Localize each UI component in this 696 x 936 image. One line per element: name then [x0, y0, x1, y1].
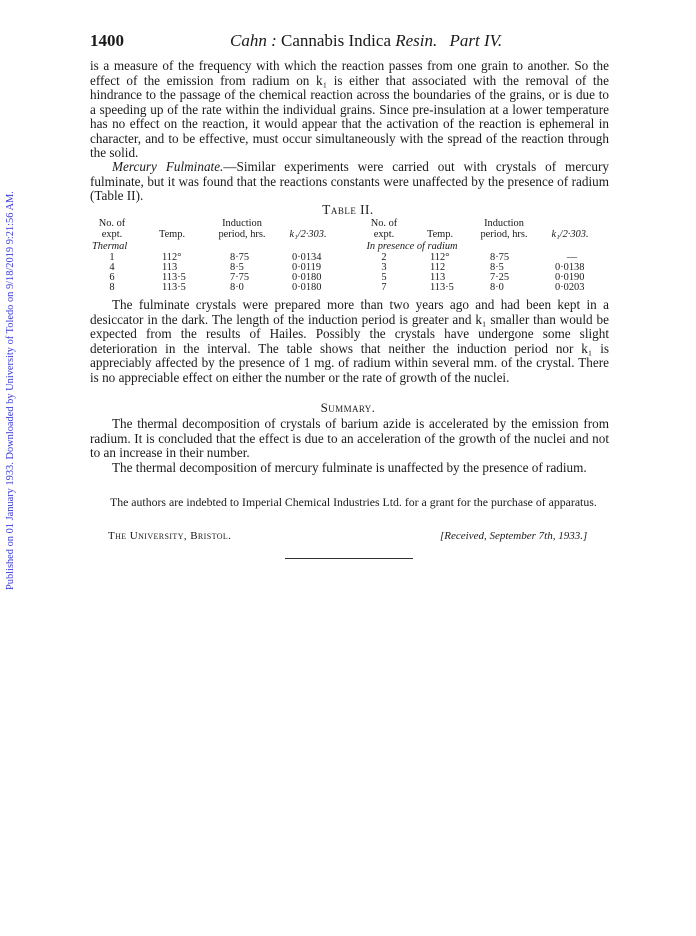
table-cell: 5: [381, 272, 387, 283]
header-expt: expt.: [101, 229, 123, 240]
table-cell: 113·5: [162, 282, 186, 293]
header-author: Cahn :: [230, 31, 277, 50]
table-cell: 8·75: [490, 252, 510, 263]
table-cell: 112: [430, 262, 446, 273]
table-title-text: Table II.: [322, 202, 374, 217]
paragraph-mercury-fulminate: [90, 160, 609, 204]
running-title: [230, 31, 502, 51]
group-label-thermal: Thermal: [92, 241, 128, 252]
header-title-plain: Cannabis Indica: [281, 31, 391, 50]
run-in-heading: Mercury Fulminate.: [112, 159, 224, 174]
paragraph-1: is a measure of the frequency with which the reaction passes from one grain to another. So the effect of the emission from radium on k₁ is either that associated with the removal of the hindrance to the passage of the chemical reaction across the boundaries of the grains, or is due to a speeding up of the rate within the individual grains. Since pre-insulation at a lower temperature has no effect on the reaction, it would appear that the activation of the reaction is ephemeral in character, and to be effective, must occur simultaneously with the spread of the reaction through the solid.: [90, 58, 609, 160]
table-cell: —: [566, 252, 578, 263]
header-no-of: No. of: [98, 218, 126, 229]
table-cell: 0·0203: [555, 282, 585, 293]
table-cell: 8·0: [490, 282, 504, 293]
table-cell: 113·5: [430, 282, 454, 293]
header-k-2: k₁/2·303.: [551, 229, 589, 240]
header-period: period, hrs.: [218, 229, 266, 240]
header-induction-2: Induction: [484, 218, 524, 229]
running-header: [90, 31, 610, 53]
paragraph-2-text: —Similar experiments were carried out with crystals of mercury fulminate, but it was found that the reactions constants were unaffected by the presence of radium (Table II).: [90, 159, 609, 203]
header-k: k₁/2·303.: [289, 229, 327, 240]
table-cell: 0·0134: [292, 252, 322, 263]
group-label-radium: In presence of radium: [366, 241, 458, 252]
table-cell: 6: [109, 272, 115, 283]
watermark-text: Published on 01 January 1933. Downloaded by University of Toledo on 9/18/2019 9:21:56 AM.: [5, 191, 16, 590]
table-cell: 8: [109, 282, 115, 293]
affiliation: The University, Bristol.: [108, 530, 232, 542]
table-cell: 112°: [430, 252, 450, 263]
table-title: [0, 202, 696, 218]
table-cell: 2: [381, 252, 387, 263]
table-cell: 8·75: [230, 252, 250, 263]
table-cell: 3: [381, 262, 387, 273]
table-cell: 0·0180: [292, 282, 322, 293]
table-cell: 113: [162, 262, 178, 273]
header-induction: Induction: [222, 218, 262, 229]
table-cell: 112°: [162, 252, 182, 263]
header-part: Part IV.: [449, 31, 503, 50]
header-title-italic: Resin.: [395, 31, 438, 50]
header-temp: Temp.: [158, 229, 186, 240]
table-cell: 1: [109, 252, 115, 263]
page-number: 1400: [90, 31, 124, 50]
header-temp-2: Temp.: [426, 229, 454, 240]
table-cell: 8·5: [230, 262, 244, 273]
table-cell: 8·0: [230, 282, 244, 293]
header-period-2: period, hrs.: [480, 229, 528, 240]
table-cell: 0·0119: [292, 262, 322, 273]
received-date: [Received, September 7th, 1933.]: [440, 530, 588, 542]
paragraph-3: The fulminate crystals were prepared more than two years ago and had been kept in a desiccator in the dark. The length of the induction period is greater and k₁ smaller than would be expected from the results of Hailes. Possibly the crystals have undergone some slight deterioration in the interval. The table shows that neither the induction period nor k₁ is appreciably affected by the presence of 1 mg. of radium within several mm. of the crystal. There is no appreciable effect on either the number or the rate of growth of the nuclei.: [90, 297, 609, 385]
summary-heading-text: Summary.: [320, 400, 376, 415]
summary-paragraph-1: The thermal decomposition of crystals of barium azide is accelerated by the emission from radium. It is concluded that the effect is due to an acceleration of the growth of the nuclei and not to an increase in their number.: [90, 416, 609, 460]
summary-paragraph-2: The thermal decomposition of mercury fulminate is unaffected by the presence of radium.: [112, 460, 587, 475]
table-cell: 0·0180: [292, 272, 322, 283]
table-cell: 0·0138: [555, 262, 585, 273]
table-cell: 7: [381, 282, 387, 293]
table-cell: 113: [430, 272, 446, 283]
table-cell: 7·75: [230, 272, 250, 283]
table-cell: 7·25: [490, 272, 510, 283]
table-cell: 4: [109, 262, 115, 273]
table-cell: 8·5: [490, 262, 504, 273]
table-cell: 113·5: [162, 272, 186, 283]
end-rule: [285, 558, 413, 559]
header-expt-2: expt.: [373, 229, 395, 240]
summary-heading: [0, 400, 696, 416]
table-cell: 0·0190: [555, 272, 585, 283]
header-no-of-2: No. of: [370, 218, 398, 229]
acknowledgement: The authors are indebted to Imperial Chemical Industries Ltd. for a grant for the purchase of apparatus.: [110, 495, 597, 509]
